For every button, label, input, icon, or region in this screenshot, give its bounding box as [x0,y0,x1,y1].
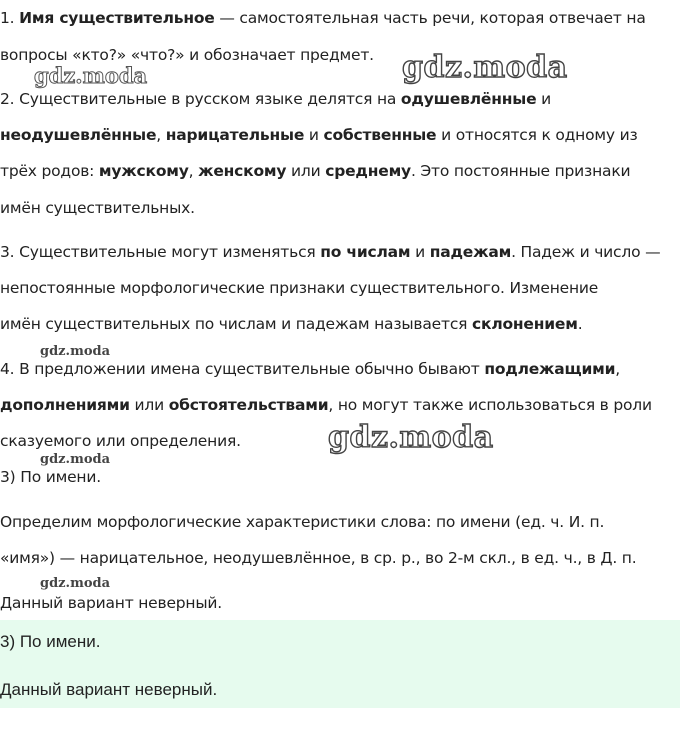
answer-box-title: 3) По имени. [0,632,101,651]
answer-label [0,468,101,486]
term-bold: подлежащими [484,360,616,378]
watermark: gdz.moda [402,50,568,85]
text: трёх родов: [0,162,99,180]
text: и [304,126,324,144]
text: , [156,126,166,144]
term-bold: неодушевлённые [0,126,157,144]
text: 1. [0,9,20,27]
text: . Падеж и число — [511,243,661,261]
watermark: gdz.moda [40,452,111,467]
watermark: gdz.moda [34,63,148,88]
text: имён существительных по числам и падежам называется [0,315,473,333]
text: , [188,162,199,180]
paragraph-2-line-4 [0,199,195,217]
paragraph-1-line-1 [0,9,646,27]
answer-box [0,620,680,708]
text: — самостоятельная часть речи, которая отвечает на [214,9,646,27]
text: сказуемого или определения. [0,432,241,450]
term-bold: собственные [323,126,437,144]
paragraph-3-line-3 [0,315,582,333]
paragraph-4-line-2 [0,396,652,414]
paragraph-4-line-1 [0,360,620,378]
term-bold: падежам [429,243,512,261]
text: «имя») — нарицательное, неодушевлённое, в ср. р., во 2-м скл., в ед. ч., в Д. п. [0,549,637,567]
term-bold: дополнениями [0,396,130,414]
paragraph-3-line-1 [0,243,660,261]
text: 2. Существительные в русском языке делятся на [0,90,401,108]
text: или [286,162,326,180]
text: , [615,360,620,378]
text: непостоянные морфологические признаки существительного. Изменение [0,279,599,297]
paragraph-2-line-2 [0,126,638,144]
paragraph-3-line-2 [0,279,598,297]
text: и [536,90,551,108]
text: 4. В предложении имена существительные обычно бывают [0,360,485,378]
analysis-line-2 [0,549,636,567]
text: . Это постоянные признаки [410,162,631,180]
paragraph-2-line-3 [0,162,630,180]
term-bold: обстоятельствами [168,396,329,414]
term-bold: женскому [198,162,287,180]
paragraph-1-line-2 [0,46,374,64]
term-bold: склонением [472,315,578,333]
text: и [410,243,430,261]
text: Определим морфологические характеристики слова: по имени (ед. ч. И. п. [0,513,605,531]
term-bold: мужскому [98,162,189,180]
text: имён существительных. [0,199,195,217]
watermark: gdz.moda [40,576,111,591]
text: вопросы «кто?» «что?» и обозначает предмет. [0,46,374,64]
term-bold: среднему [325,162,411,180]
watermark: gdz.moda [328,420,494,455]
answer-box-verdict: Данный вариант неверный. [0,680,218,699]
text: 3) По имени. [0,468,101,486]
text: , но могут также использоваться в роли [328,396,652,414]
term-bold: нарицательные [165,126,305,144]
text: Данный вариант неверный. [0,594,223,612]
text: . [577,315,583,333]
text: или [129,396,169,414]
term-bold: одушевлённые [400,90,537,108]
paragraph-2-line-1 [0,90,551,108]
text: и относятся к одному из [436,126,638,144]
paragraph-4-line-3 [0,432,241,450]
analysis-line-1 [0,513,604,531]
verdict-line [0,594,222,612]
text: 3. Существительные могут изменяться [0,243,321,261]
watermark: gdz.moda [40,344,111,359]
term-bold: Имя существительное [19,9,215,27]
term-bold: по числам [320,243,411,261]
